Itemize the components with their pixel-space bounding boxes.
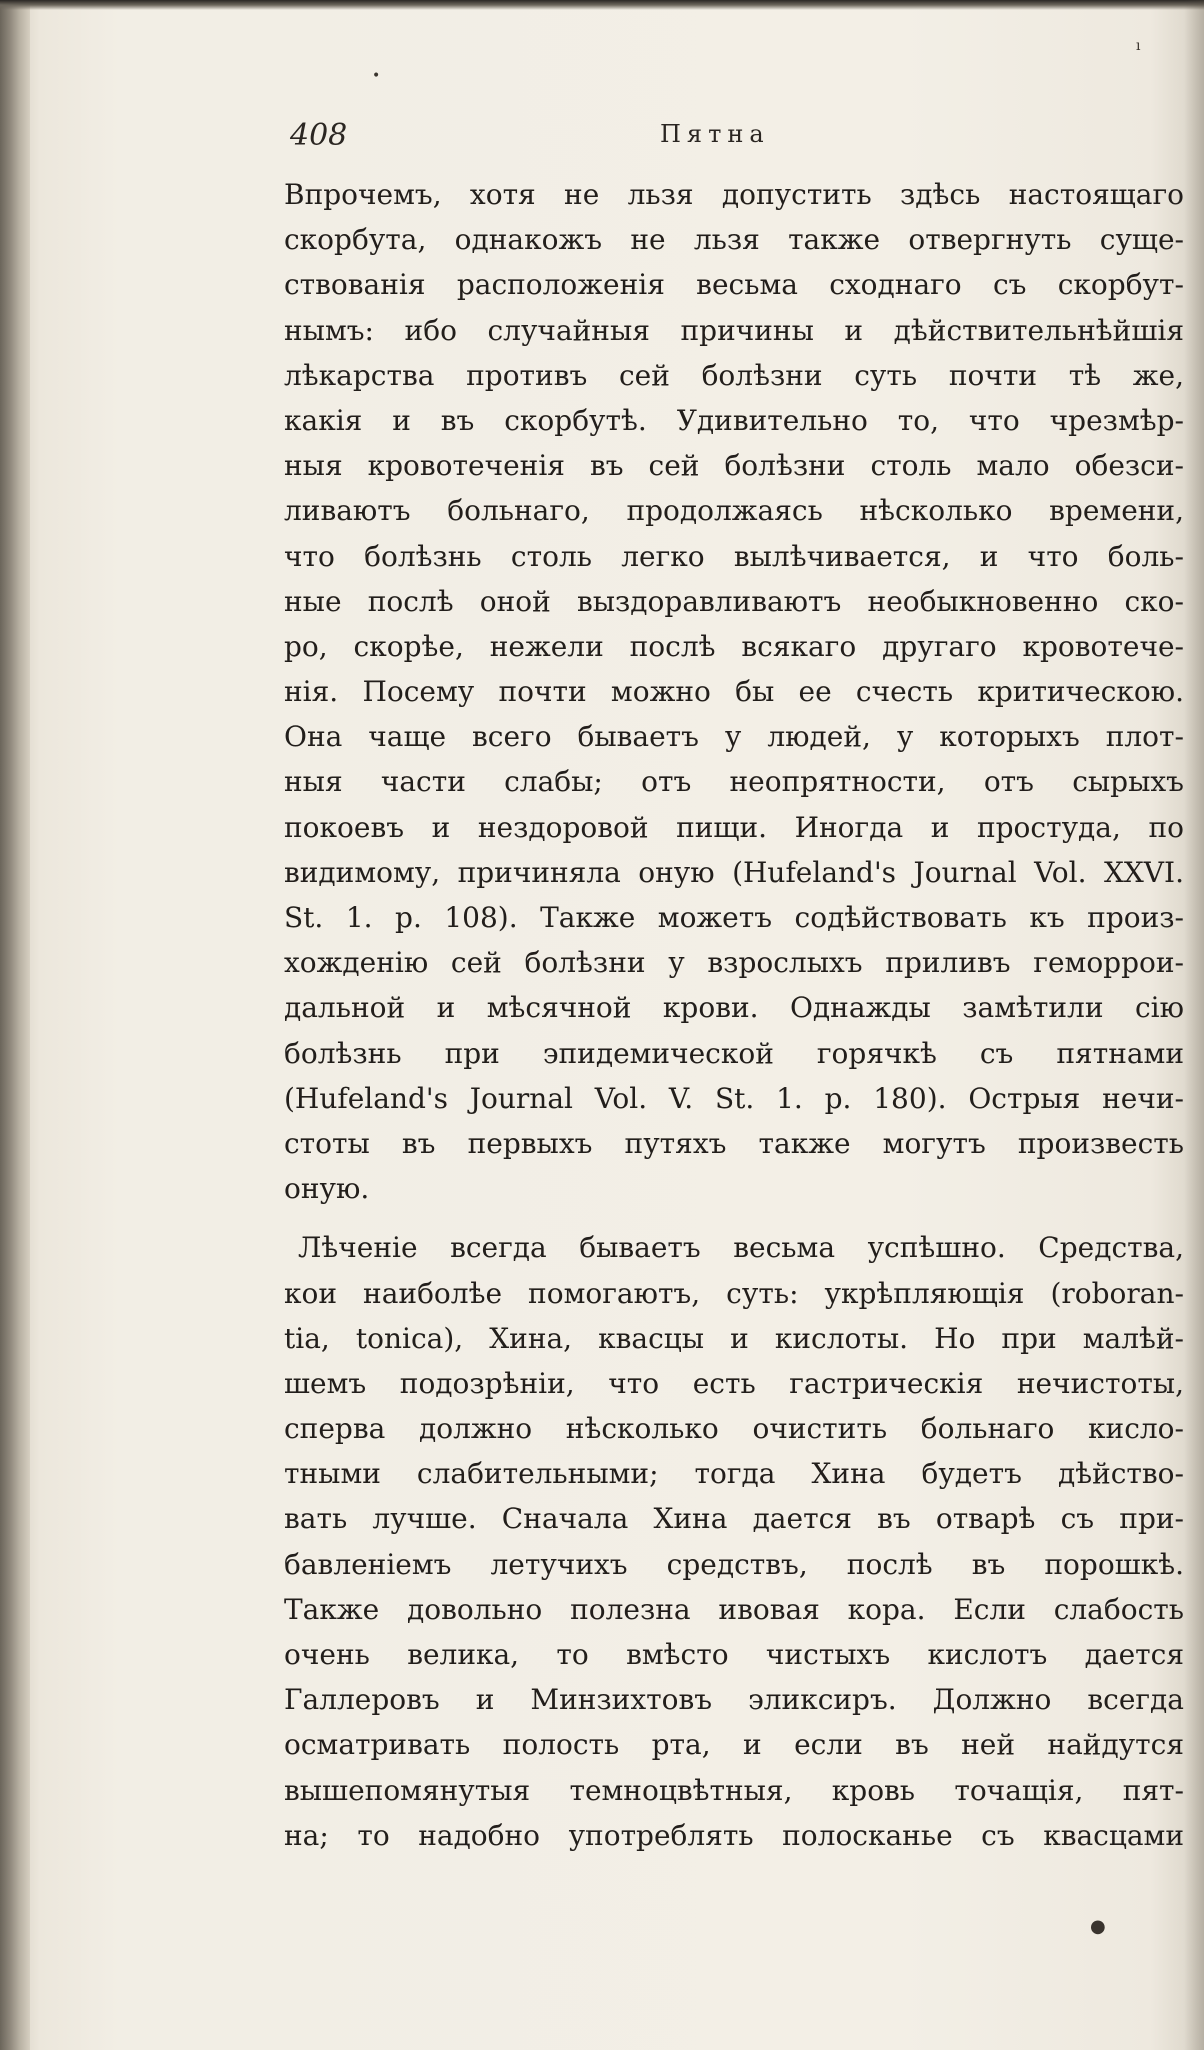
speck-mark: ı — [1136, 38, 1141, 54]
text-line: нымъ: ибо случайныя причины и дѣйствительнѣйшія — [284, 313, 1184, 347]
text-line: вышепомянутыя темноцвѣтныя, кровь точащія, пят- — [284, 1773, 1184, 1807]
speck-mark: • — [372, 68, 381, 84]
text-line: болѣзнь при эпидемической горячкѣ съ пятнами — [284, 1036, 1184, 1070]
text-line: St. 1. p. 108). Также можетъ содѣйствовать къ произ- — [284, 901, 1184, 934]
text-line: тными слабительными; тогда Хина будетъ дѣйство- — [284, 1457, 1184, 1491]
text-line: нія. Посему почти можно бы ее счесть критическою. — [284, 675, 1184, 709]
page-top-edge — [0, 0, 1204, 10]
text-line: скорбута, однакожъ не льзя также отвергнуть суще- — [284, 223, 1184, 257]
text-line: покоевъ и нездоровой пищи. Иногда и простуда, по — [284, 810, 1184, 844]
text-line: Также довольно полезна ивовая кора. Если слабость — [284, 1592, 1184, 1626]
text-line: на; то надобно употреблять полосканье съ квасцами — [284, 1818, 1184, 1852]
text-line: ливаютъ больнаго, продолжаясь нѣсколько времени, — [284, 494, 1184, 528]
text-line: кои наиболѣе помогаютъ, суть: укрѣпляющія (roboran- — [284, 1276, 1184, 1310]
text-line: очень велика, то вмѣсто чистыхъ кислотъ дается — [284, 1638, 1184, 1671]
text-line: шемъ подозрѣніи, что есть гастрическія нечистоты, — [284, 1366, 1184, 1400]
speck-mark: ● — [1090, 1916, 1106, 1937]
book-binding-edge — [0, 0, 30, 2050]
text-line: какія и въ скорбутѣ. Удивительно то, что чрезмѣр- — [284, 403, 1184, 437]
text-line: стоты въ первыхъ путяхъ также могутъ произвесть — [284, 1126, 1184, 1160]
page-number: 408 — [290, 118, 348, 153]
text-line: ныя части слабы; отъ неопрятности, отъ сырыхъ — [284, 765, 1184, 799]
text-line: хожденію сей болѣзни у взрослыхъ приливъ геморрои- — [284, 946, 1184, 980]
text-line: дальной и мѣсячной крови. Однажды замѣтили сію — [284, 991, 1184, 1025]
text-line: сперва должно нѣсколько очистить больнаго кисло- — [284, 1412, 1184, 1446]
text-line: Лѣченіе всегда бываетъ весьма успѣшно. Средства, — [298, 1231, 1184, 1265]
text-line: tia, tonica), Хина, квасцы и кислоты. Но при малѣй- — [284, 1321, 1184, 1355]
text-line: бавленіемъ летучихъ средствъ, послѣ въ порошкѣ. — [284, 1547, 1184, 1581]
text-line: вать лучше. Сначала Хина дается въ отварѣ съ при- — [284, 1502, 1184, 1536]
page-right-shadow — [1184, 0, 1204, 2050]
text-line: Впрочемъ, хотя не льзя допустить здѣсь настоящаго — [284, 178, 1184, 211]
text-line: ныя кровотеченія въ сей болѣзни столь мало обезси- — [284, 449, 1184, 483]
text-line: лѣкарства противъ сей болѣзни суть почти тѣ же, — [284, 358, 1184, 392]
paragraph-gap — [284, 1211, 1184, 1225]
text-line: (Hufeland's Journal Vol. V. St. 1. p. 180). Острыя нечи- — [284, 1081, 1184, 1115]
text-line: ные послѣ оной выздоравливаютъ необыкновенно ско- — [284, 584, 1184, 618]
body-text — [284, 172, 1184, 1858]
running-title: Пятна — [660, 120, 770, 148]
text-line: осматривать полость рта, и если въ ней найдутся — [284, 1728, 1184, 1762]
text-line: ро, скорѣе, нежели послѣ всякаго другаго кровотече- — [284, 629, 1184, 663]
text-line: Она чаще всего бываетъ у людей, у которыхъ плот- — [284, 720, 1184, 754]
text-line: Галлеровъ и Минзихтовъ эликсиръ. Должно всегда — [284, 1683, 1184, 1717]
page-header — [290, 118, 870, 162]
text-line: оную. — [284, 1172, 370, 1206]
text-line: что болѣзнь столь легко вылѣчивается, и что боль- — [284, 539, 1184, 573]
text-line: видимому, причиняла оную (Hufeland's Journal Vol. XXVI. — [284, 855, 1184, 889]
text-line: ствованія расположенія весьма сходнаго съ скорбут- — [284, 268, 1184, 302]
